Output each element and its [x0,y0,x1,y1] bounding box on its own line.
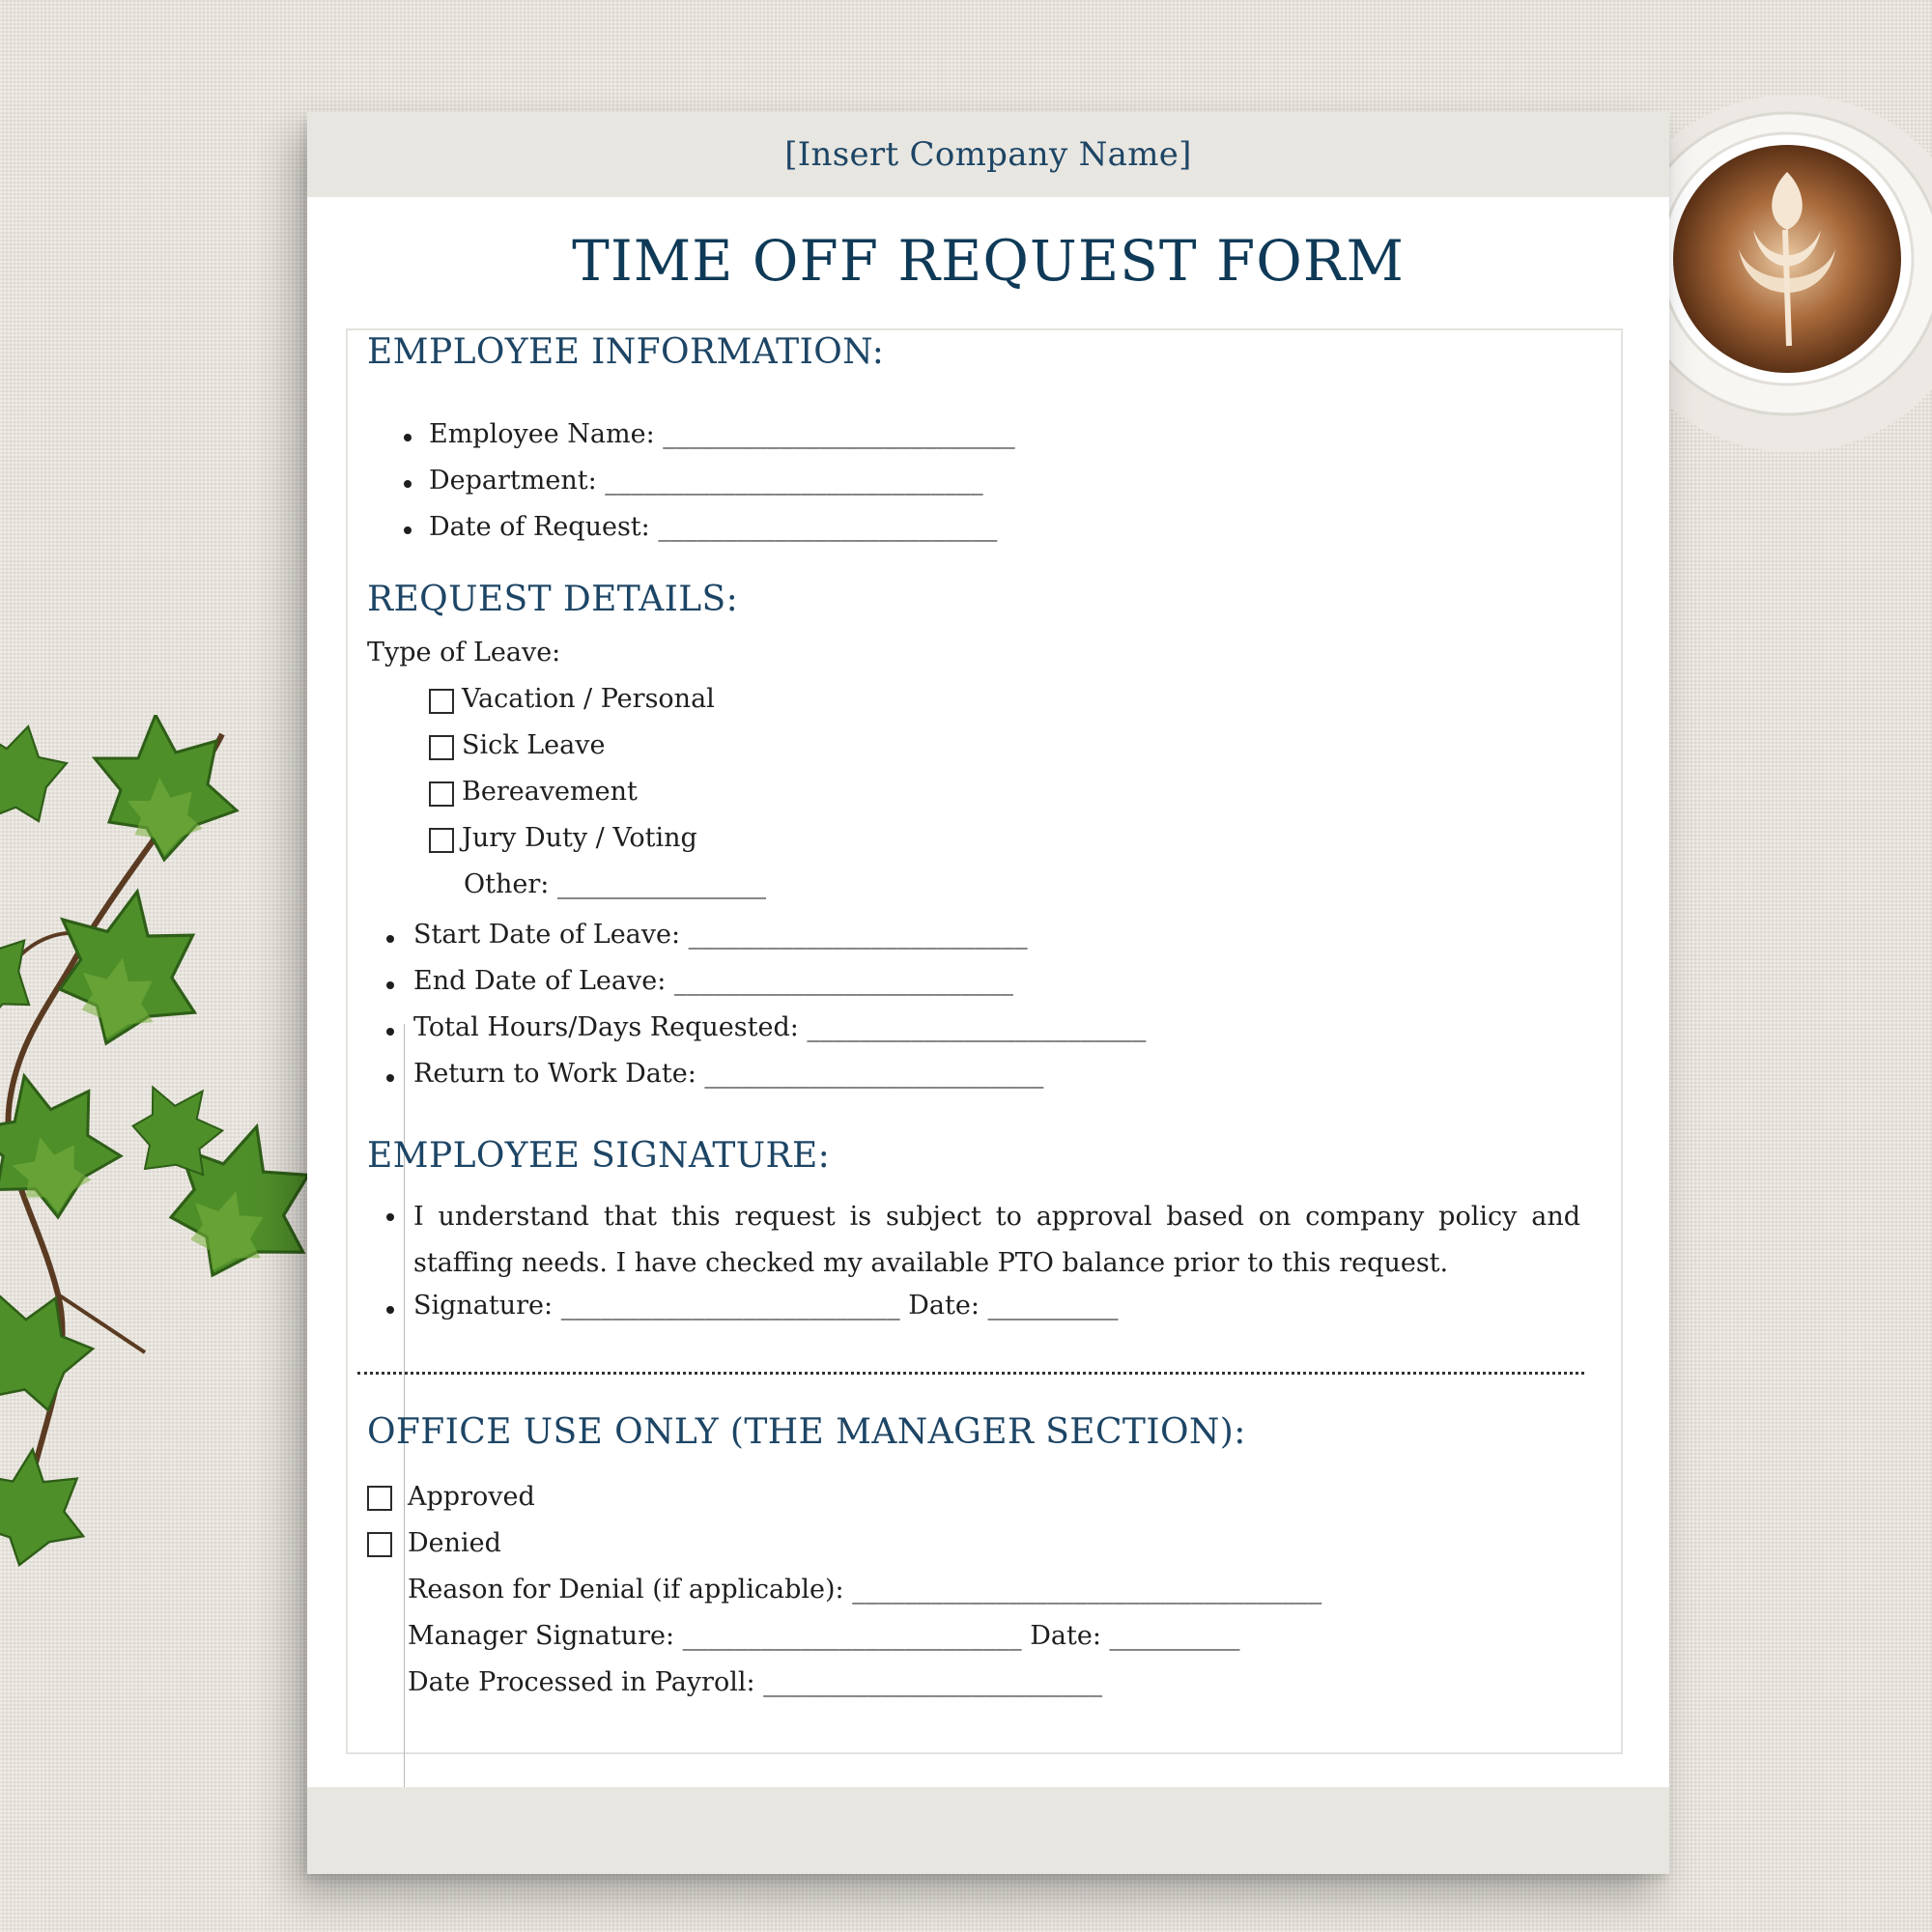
bereavement-checkbox[interactable] [429,781,454,807]
vacation-checkbox[interactable] [429,689,454,714]
end-date-field[interactable]: End Date of Leave: __________________________ [413,966,1013,996]
request-details-heading: REQUEST DETAILS: [367,580,739,619]
acknowledgement-statement: I understand that this request is subject to approval based on company policy and staffing needs. I have checked my available PTO balance prior to this request. [413,1202,1580,1278]
bullet [386,1213,394,1221]
other-leave-field[interactable]: Other: ________________ [464,869,766,899]
footer-band [307,1787,1669,1874]
denied-label: Denied [408,1528,501,1558]
ivy-plant-decoration [0,715,309,1662]
department-field[interactable]: Department: _____________________________ [429,466,983,496]
bullet [386,1074,394,1082]
jury-duty-checkbox[interactable] [429,828,454,853]
form-document [307,112,1669,1874]
bullet [386,1028,394,1036]
bullet [386,935,394,943]
start-date-field[interactable]: Start Date of Leave: __________________________ [413,920,1028,950]
jury-duty-label: Jury Duty / Voting [462,823,697,853]
manager-signature-field[interactable]: Manager Signature: __________________________ Date: __________ [408,1621,1240,1651]
vacation-label: Vacation / Personal [462,684,715,714]
bullet [404,434,412,441]
return-date-field[interactable]: Return to Work Date: __________________________ [413,1059,1044,1089]
header-band [307,112,1669,197]
leave-type-label: Type of Leave: [367,638,561,668]
company-name[interactable]: [Insert Company Name] [784,135,1192,174]
approved-checkbox[interactable] [367,1486,392,1511]
bullet [386,1306,394,1314]
office-use-heading: OFFICE USE ONLY (THE MANAGER SECTION): [367,1412,1246,1452]
section-divider [357,1372,1584,1375]
total-hours-field[interactable]: Total Hours/Days Requested: __________________________ [413,1012,1147,1042]
date-of-request-field[interactable]: Date of Request: __________________________ [429,512,998,542]
denial-reason-field[interactable]: Reason for Denial (if applicable): ____________________________________ [408,1575,1322,1605]
bullet [404,480,412,488]
sick-leave-label: Sick Leave [462,730,606,760]
bereavement-label: Bereavement [462,777,638,807]
employee-name-field[interactable]: Employee Name: ___________________________ [429,419,1015,449]
employee-info-heading: EMPLOYEE INFORMATION: [367,332,885,372]
employee-signature-heading: EMPLOYEE SIGNATURE: [367,1136,831,1176]
approved-label: Approved [408,1482,535,1512]
denied-checkbox[interactable] [367,1532,392,1557]
bullet [404,526,412,534]
bullet [386,981,394,989]
page-title: TIME OFF REQUEST FORM [572,228,1405,294]
employee-signature-field[interactable]: Signature: __________________________ Date: __________ [413,1291,1119,1321]
sick-leave-checkbox[interactable] [429,735,454,760]
payroll-date-field[interactable]: Date Processed in Payroll: __________________________ [408,1667,1103,1697]
